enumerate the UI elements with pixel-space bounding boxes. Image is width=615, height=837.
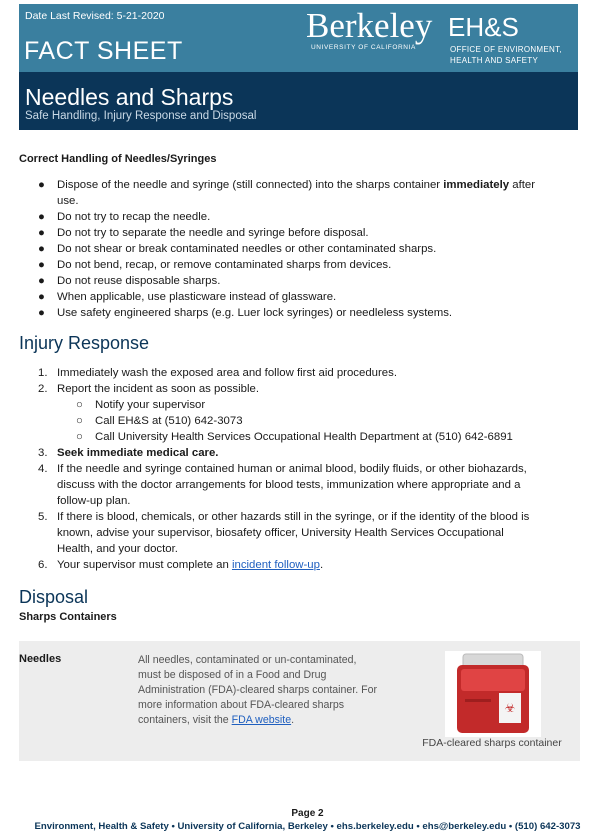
step-1: 1. Immediately wash the exposed area and follow first aid procedures. xyxy=(38,367,398,379)
handling-list xyxy=(19,177,579,321)
date-revised: Date Last Revised: 5-21-2020 xyxy=(25,10,165,22)
ehs-logo: EH&S xyxy=(448,12,519,42)
list-item: ● Do not reuse disposable sharps. xyxy=(38,275,221,287)
list-item: ● Do not shear or break contaminated needles or other contaminated sharps. xyxy=(38,243,437,255)
page-number: Page 2 xyxy=(291,808,324,819)
bullet-icon: ● xyxy=(38,227,45,239)
step-4: 4. If the needle and syringe contained human or animal blood, bodily fluids, or other biohazards, discuss with the doctor arrangements for blood tests, immunization where appropriate and a follow-up plan. xyxy=(38,463,527,507)
page-title: Needles and Sharps xyxy=(25,84,234,110)
fda-website-link[interactable]: FDA website xyxy=(231,714,292,726)
list-item: ● Do not try to separate the needle and syringe before disposal. xyxy=(38,227,369,239)
step-3: 3. Seek immediate medical care. xyxy=(38,447,219,459)
fact-sheet-label: FACT SHEET xyxy=(24,37,183,65)
bullet-icon: ● xyxy=(38,243,45,255)
circle-bullet-icon: ○ xyxy=(76,415,83,427)
injury-heading: Injury Response xyxy=(19,333,150,353)
circle-bullet-icon: ○ xyxy=(76,399,83,411)
title-banner xyxy=(19,72,578,130)
berkeley-logo: Berkeley xyxy=(306,6,433,45)
bullet-icon: ● xyxy=(38,291,45,303)
step-6: 6. Your supervisor must complete an incident follow-up. xyxy=(38,559,324,571)
sub-item: ○ Call EH&S at (510) 642-3073 xyxy=(76,415,243,427)
footer-contact: Environment, Health & Safety • University of California, Berkeley • ehs.berkeley.edu • ehs@berkeley.edu • (510) 642-3073 xyxy=(34,821,581,832)
list-item: ● Dispose of the needle and syringe (still connected) into the sharps container immediately after use. xyxy=(38,179,536,207)
svg-text:☣: ☣ xyxy=(504,701,516,715)
header-banner xyxy=(19,4,578,72)
image-caption: FDA-cleared sharps container xyxy=(422,737,562,749)
sharps-containers-heading: Sharps Containers xyxy=(19,611,117,623)
list-item: ● Do not try to recap the needle. xyxy=(38,211,211,223)
office-name xyxy=(450,44,562,66)
incident-follow-up-link[interactable]: incident follow-up xyxy=(231,559,320,571)
handling-heading: Correct Handling of Needles/Syringes xyxy=(19,153,217,165)
office-line-2: HEALTH AND SAFETY xyxy=(450,56,539,65)
bullet-icon: ● xyxy=(38,259,45,271)
list-item: ● Do not bend, recap, or remove contaminated sharps from devices. xyxy=(38,259,392,271)
bullet-icon: ● xyxy=(38,275,45,287)
office-line-1: OFFICE OF ENVIRONMENT, xyxy=(450,45,562,54)
step-2: 2. Report the incident as soon as possible. xyxy=(38,383,259,395)
sharps-container-image xyxy=(445,651,541,737)
bullet-icon: ● xyxy=(38,179,45,191)
disposal-table xyxy=(19,641,580,761)
list-item: ● Use safety engineered sharps (e.g. Luer lock syringes) or needleless systems. xyxy=(38,307,453,319)
sub-item: ○ Call University Health Services Occupational Health Department at (510) 642-6891 xyxy=(76,431,513,443)
berkeley-logo-subtitle: UNIVERSITY OF CALIFORNIA xyxy=(311,44,416,51)
needles-description: All needles, contaminated or un-contaminated, must be disposed of in a Food and Drug Administration (FDA)-cleared sharps container. For more information about FDA-cleared sharps containers, visit the FDA website. xyxy=(138,654,378,726)
injury-steps xyxy=(19,365,579,573)
needles-label: Needles xyxy=(19,653,62,665)
list-item: ● When applicable, use plasticware instead of glassware. xyxy=(38,291,337,303)
disposal-heading: Disposal xyxy=(19,587,89,607)
step-5: 5. If there is blood, chemicals, or other hazards still in the syringe, or if the identity of the blood is known, advise your supervisor, biosafety officer, University Health Services Occupational Health, and your doctor. xyxy=(38,511,530,555)
page-subtitle: Safe Handling, Injury Response and Disposal xyxy=(25,110,257,122)
bullet-icon: ● xyxy=(38,307,45,319)
circle-bullet-icon: ○ xyxy=(76,431,83,443)
bullet-icon: ● xyxy=(38,211,45,223)
sub-item: ○ Notify your supervisor xyxy=(76,399,206,411)
